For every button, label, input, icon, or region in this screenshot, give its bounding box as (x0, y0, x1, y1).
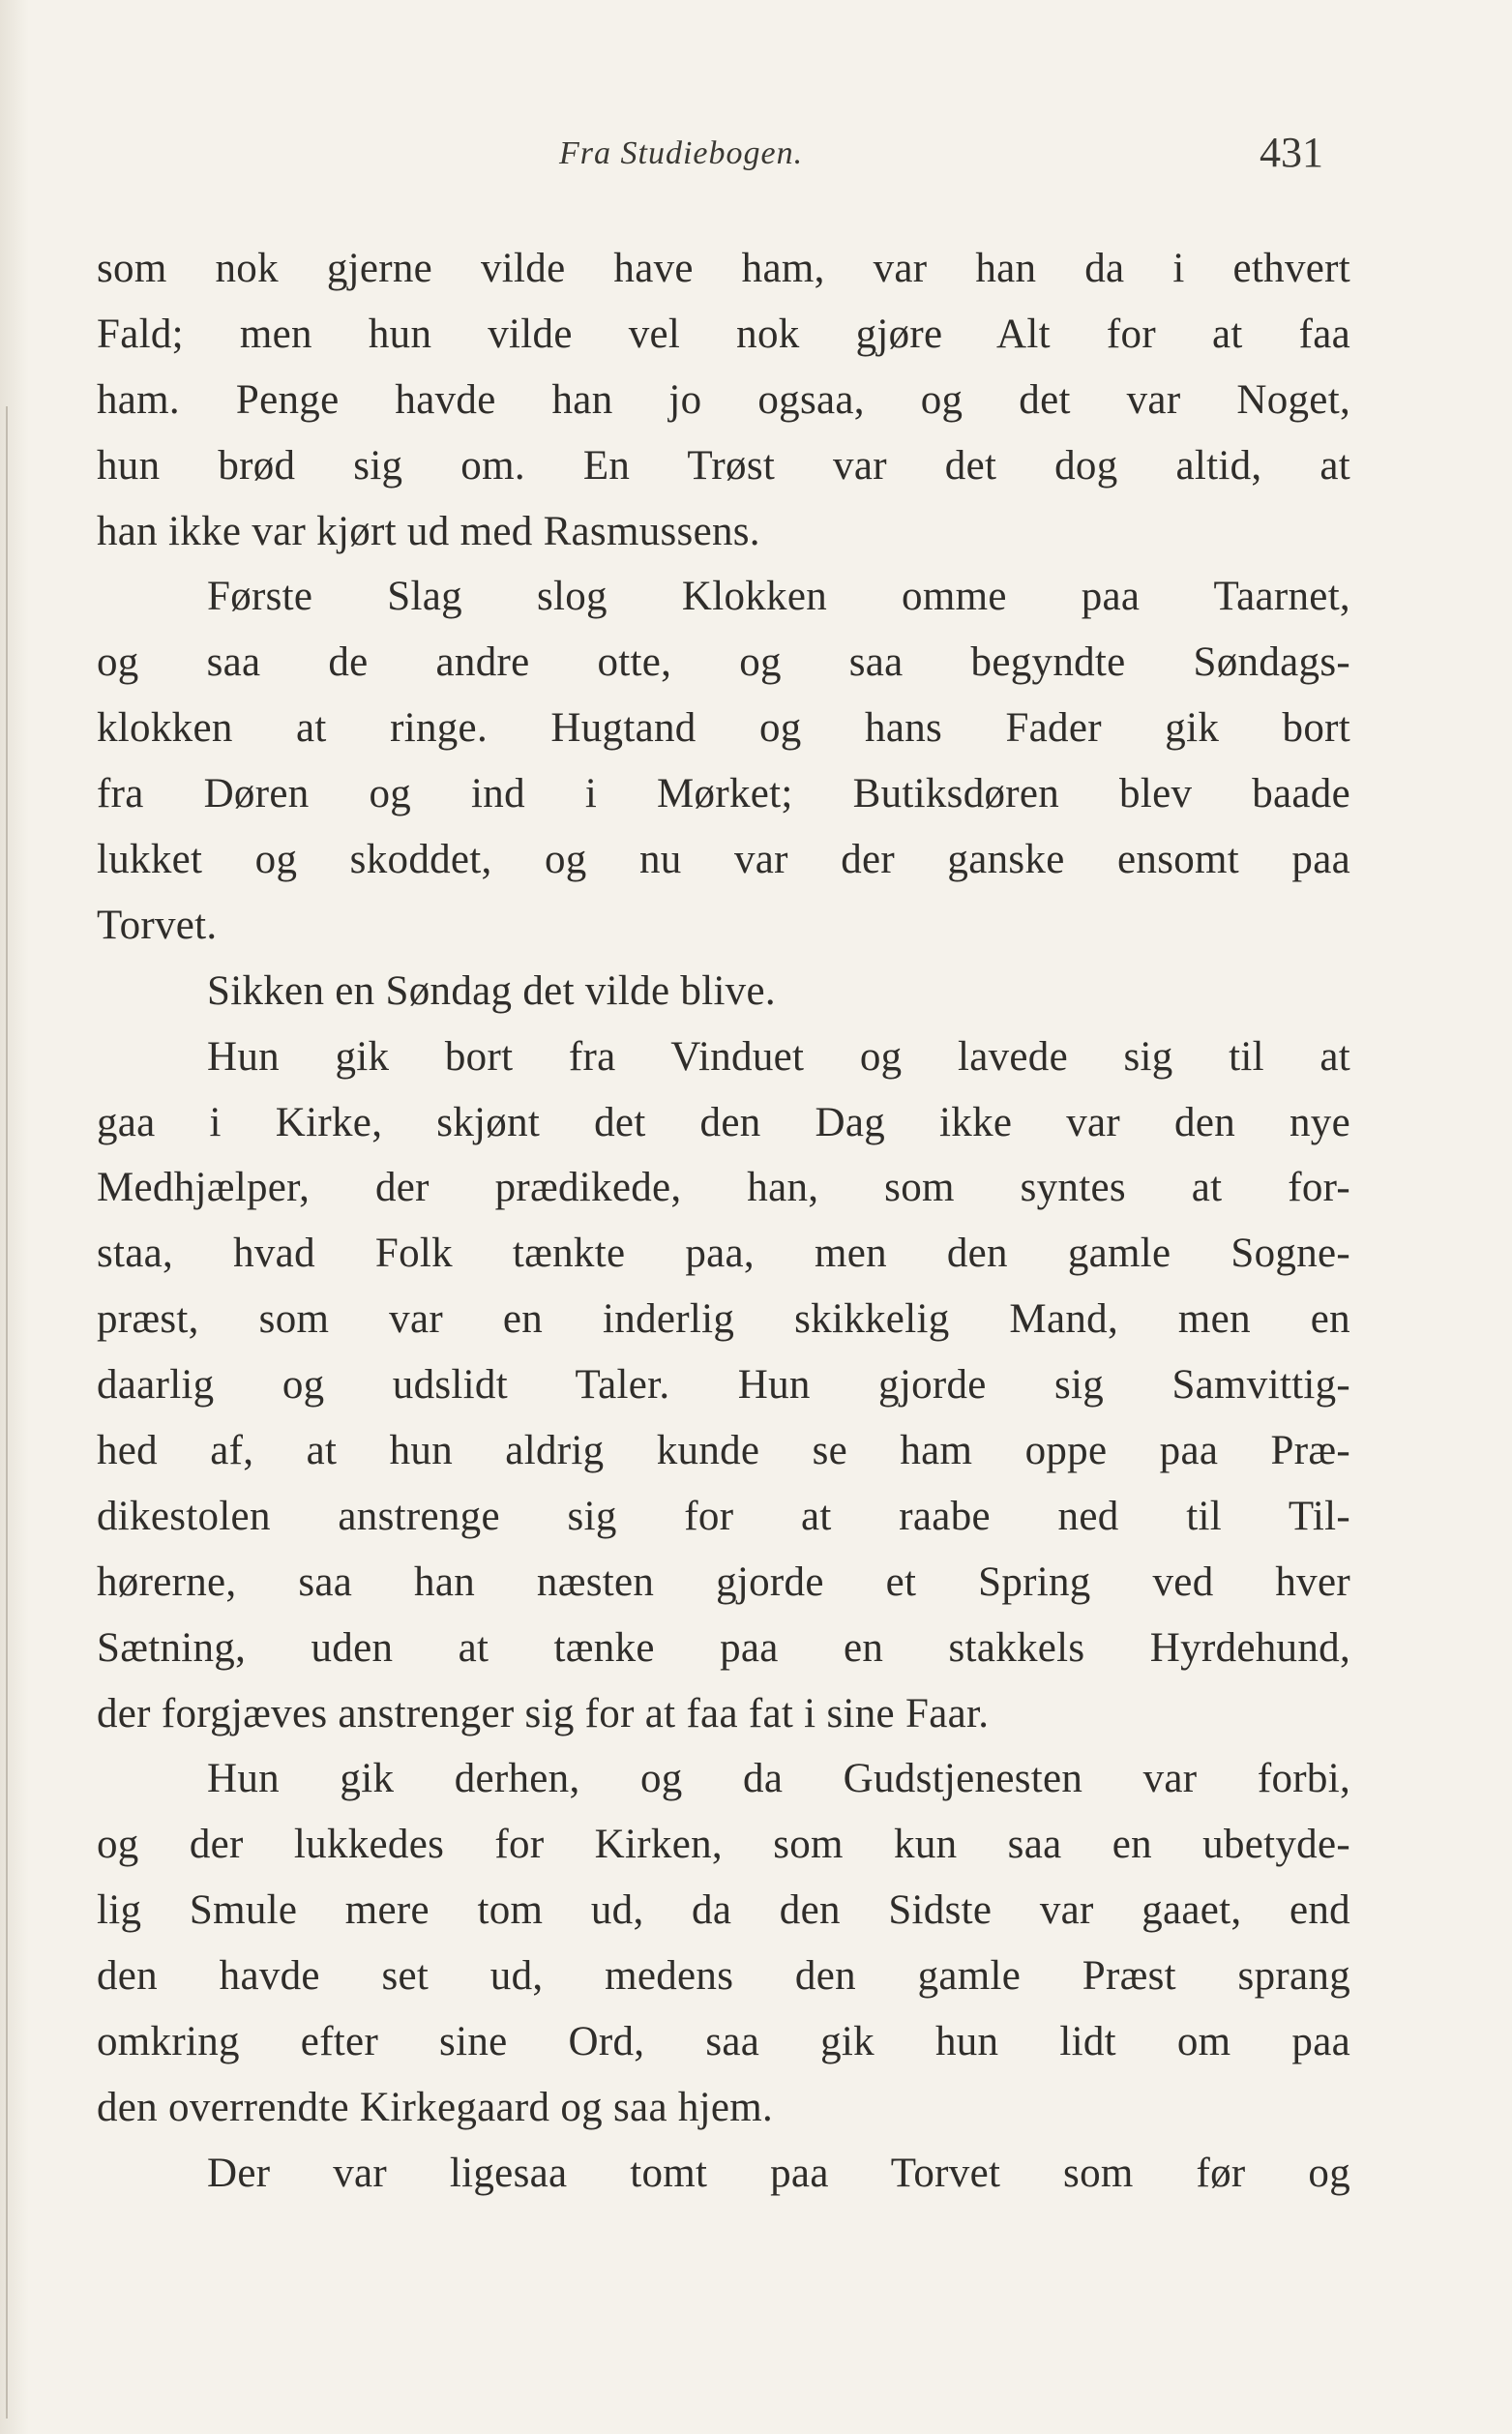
text-line: lig Smule mere tom ud, da den Sidste var gaaet, end (97, 1887, 1350, 1934)
text-line: hed af, at hun aldrig kunde se ham oppe paa Præ- (97, 1428, 1350, 1474)
running-title: Fra Studiebogen. (559, 135, 804, 171)
text-line: gaa i Kirke, skjønt det den Dag ikke var den nye (97, 1099, 1350, 1145)
body-text (97, 236, 1350, 2207)
text-line: fra Døren og ind i Mørket; Butiksdøren blev baade (97, 771, 1350, 817)
text-line: staa, hvad Folk tænkte paa, men den gamle Sogne- (97, 1231, 1350, 1277)
text-line: og der lukkedes for Kirken, som kun saa en ubetyde- (97, 1822, 1350, 1868)
text-line: Hun gik bort fra Vinduet og lavede sig til at (207, 1033, 1350, 1080)
text-line: lukket og skoddet, og nu var der ganske ensomt paa (97, 837, 1350, 883)
text-line: Sikken en Søndag det vilde blive. (207, 967, 776, 1014)
text-line: den overrendte Kirkegaard og saa hjem. (97, 2084, 774, 2130)
text-line: Hun gik derhen, og da Gudstjenesten var forbi, (207, 1756, 1350, 1802)
text-line: ham. Penge havde han jo ogsaa, og det var Noget, (97, 376, 1350, 423)
page-header (0, 128, 1512, 186)
text-line: Torvet. (97, 902, 218, 948)
text-line: klokken at ringe. Hugtand og hans Fader gik bort (97, 705, 1350, 752)
page-gutter-edge (6, 406, 8, 2419)
text-line: Der var ligesaa tomt paa Torvet som før og (207, 2150, 1350, 2196)
text-line: som nok gjerne vilde have ham, var han da i ethvert (97, 246, 1350, 291)
text-line: og saa de andre otte, og saa begyndte Søndags- (97, 639, 1350, 686)
text-line: han ikke var kjørt ud med Rasmussens. (97, 508, 760, 554)
text-line: daarlig og udslidt Taler. Hun gjorde sig Samvittig- (97, 1362, 1350, 1409)
text-line: Første Slag slog Klokken omme paa Taarnet, (207, 574, 1350, 620)
text-line: hørerne, saa han næsten gjorde et Spring ved hver (97, 1558, 1350, 1605)
page-number: 431 (1260, 129, 1323, 176)
text-line: Medhjælper, der prædikede, han, som syntes at for- (97, 1165, 1350, 1211)
text-line: Sætning, uden at tænke paa en stakkels Hyrdehund, (97, 1624, 1350, 1671)
text-line: omkring efter sine Ord, saa gik hun lidt om paa (97, 2019, 1350, 2065)
text-line: Fald; men hun vilde vel nok gjøre Alt for at faa (97, 311, 1350, 357)
text-line: dikestolen anstrenge sig for at raabe ned til Til- (97, 1493, 1350, 1539)
text-line: den havde set ud, medens den gamle Præst sprang (97, 1953, 1350, 2000)
text-line: der forgjæves anstrenger sig for at faa fat i sine Faar. (97, 1690, 990, 1736)
text-line: præst, som var en inderlig skikkelig Mand, men en (97, 1296, 1350, 1343)
text-line: hun brød sig om. En Trøst var det dog altid, at (97, 442, 1350, 489)
